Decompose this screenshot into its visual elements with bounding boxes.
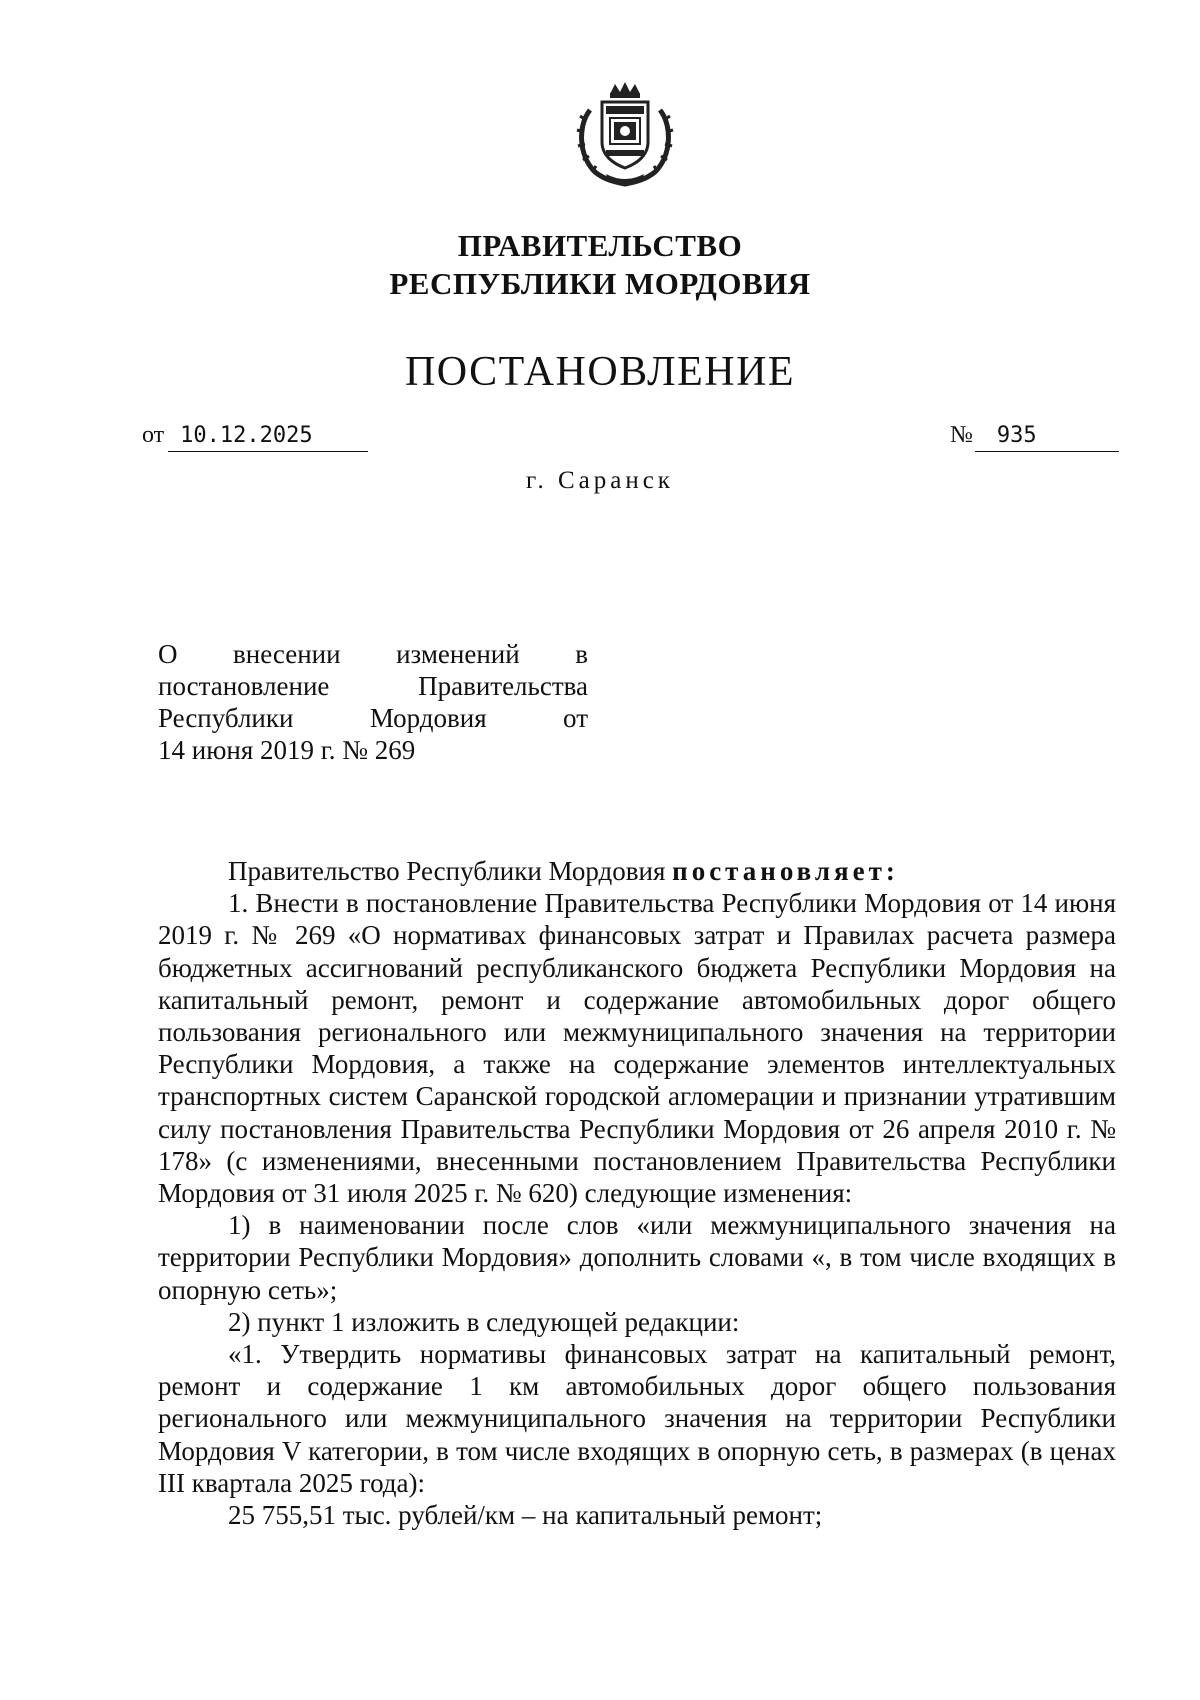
body-paragraph: 1) в наименовании после слов «или межмуниципального значения на территории Республики Мордовия» дополнить словами «, в том числе входящих в опорную сеть»; — [158, 1210, 1116, 1305]
subject-line: Республики Мордовия от — [158, 703, 588, 733]
number-field — [950, 420, 1119, 452]
date-prefix: от — [142, 422, 165, 448]
subject-line: О внесении изменений в — [158, 639, 588, 669]
government-title-line1: ПРАВИТЕЛЬСТВО — [457, 228, 743, 263]
coat-of-arms-emblem — [570, 80, 680, 190]
coat-of-arms-icon — [570, 80, 680, 190]
subject-line: 14 июня 2019 г. № 269 — [158, 735, 416, 765]
body-paragraph: «1. Утвердить нормативы финансовых затрат на капитальный ремонт, ремонт и содержание 1 км автомобильных дорог общего пользования регионального или межмуниципального значения на территории Республики Мордовия V категории, в том числе входящих в опорную сеть, в размерах (в ценах III квартала 2025 года): — [158, 1339, 1116, 1498]
number-value: 935 — [975, 421, 1119, 452]
document-subject — [158, 638, 588, 766]
body-paragraph: 1. Внести в постановление Правительства Республики Мордовия от 14 июня 2019 г. № 269 «О нормативах финансовых затрат и Правилах расчета размера бюджетных ассигнований республиканского бюджета Республики Мордовия на капитальный ремонт, ремонт и содержание автомобильных дорог общего пользования регионального или межмуниципального значения на территории Республики Мордовия, а также на содержание элементов интеллектуальных транспортных систем Саранской городской агломерации и признании утратившим силу постановления Правительства Республики Мордовия от 26 апреля 2010 г. № 178» (с изменениями, внесенными постановлением Правительства Республики Мордовия от 31 июля 2025 г. № 620) следующие изменения: — [158, 888, 1116, 1209]
city-line: г. Саранск — [526, 467, 674, 494]
number-prefix: № — [950, 422, 973, 448]
document-body — [158, 855, 1116, 1531]
body-intro — [158, 855, 1116, 887]
intro-emphasis: постановляет: — [672, 856, 899, 886]
subject-line: постановление Правительства — [158, 671, 588, 701]
body-paragraph: 2) пункт 1 изложить в следующей редакции: — [228, 1306, 740, 1337]
intro-text: Правительство Республики Мордовия — [228, 856, 673, 886]
government-title-line2: РЕСПУБЛИКИ МОРДОВИЯ — [389, 266, 811, 301]
date-value: 10.12.2025 — [168, 421, 368, 452]
document-type-title: ПОСТАНОВЛЕНИЕ — [404, 349, 796, 395]
date-field — [142, 420, 368, 452]
body-paragraph: 25 755,51 тыс. рублей/км – на капитальный ремонт; — [228, 1500, 823, 1531]
